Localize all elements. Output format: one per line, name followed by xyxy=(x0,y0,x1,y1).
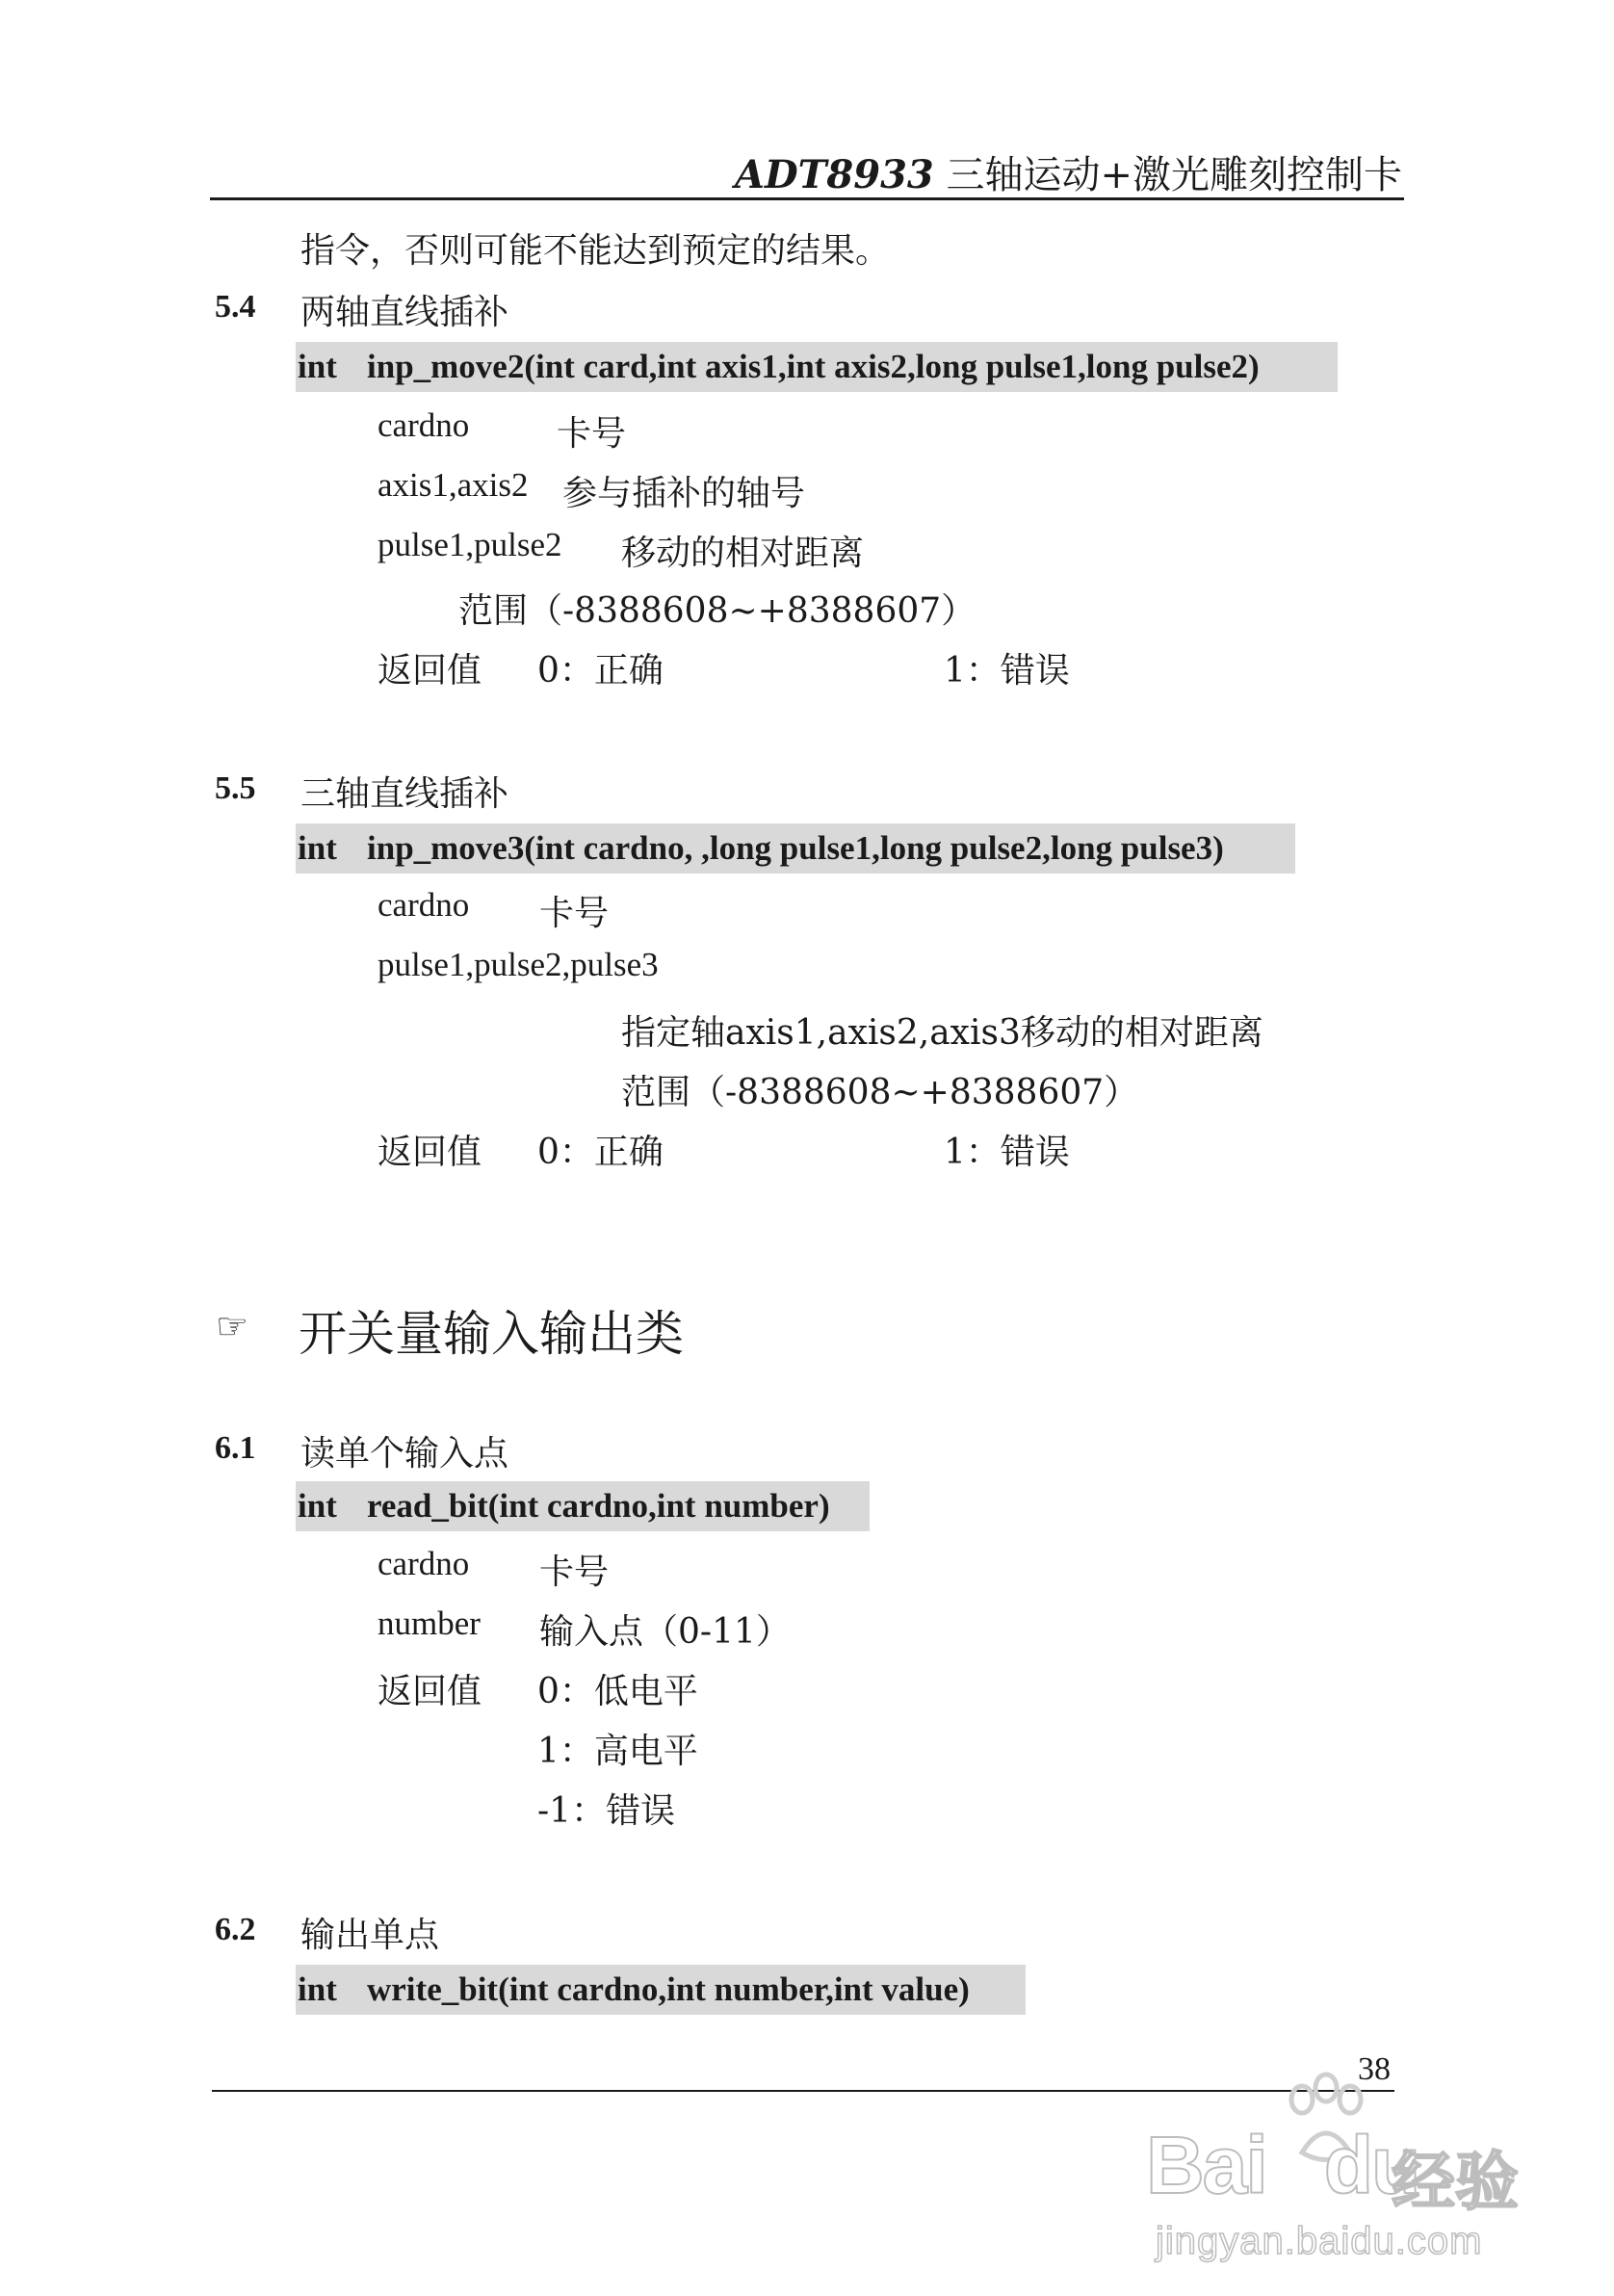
header-rule xyxy=(210,197,1404,200)
return-value-1: 1：错误 xyxy=(944,651,1070,691)
section-number-6-1: 6.1 xyxy=(215,1430,256,1466)
param-desc: 参与插补的轴号 xyxy=(562,474,806,513)
param-name: axis1,axis2 xyxy=(377,466,529,504)
param-desc: 卡号 xyxy=(539,894,610,933)
param-desc: 输入点（0-11） xyxy=(539,1612,791,1652)
function-signature-write-bit xyxy=(296,1965,1026,2015)
return-value-0: 0：正确 xyxy=(537,1133,664,1172)
pointing-hand-icon: ☞ xyxy=(216,1305,249,1347)
function-signature-read-bit xyxy=(296,1481,870,1531)
param-desc: 移动的相对距离 xyxy=(621,534,865,573)
intro-line: 指令，否则可能不能达到预定的结果。 xyxy=(300,231,891,271)
header-title-rest: 三轴运动+激光雕刻控制卡 xyxy=(933,153,1402,197)
return-value-1: 1：高电平 xyxy=(537,1732,698,1771)
param-name: number xyxy=(377,1605,481,1642)
return-type: int xyxy=(298,1970,337,2008)
function-signature-inp-move3 xyxy=(296,823,1295,874)
watermark-url: jingyan.baidu.com xyxy=(1156,2220,1483,2262)
section-title-5-5: 三轴直线插补 xyxy=(300,774,509,814)
return-type: int xyxy=(298,829,337,867)
return-type: int xyxy=(298,348,337,385)
page-header-title xyxy=(735,144,1402,199)
param-name: pulse1,pulse2,pulse3 xyxy=(377,946,659,983)
return-value-0: 0：低电平 xyxy=(537,1672,698,1711)
param-range: 范围（-8388608~+8388607） xyxy=(458,591,976,631)
return-label: 返回值 xyxy=(377,1672,482,1711)
watermark xyxy=(1146,2071,1531,2283)
header-model: ADT8933 xyxy=(734,152,934,197)
param-desc: 卡号 xyxy=(539,1552,610,1592)
signature-text: inp_move3(int cardno, ,long pulse1,long pulse2,long pulse3) xyxy=(367,829,1224,867)
param-name: cardno xyxy=(377,406,470,444)
section-title-5-4: 两轴直线插补 xyxy=(300,293,509,332)
section-number-5-4: 5.4 xyxy=(215,289,256,325)
param-name: cardno xyxy=(377,886,470,924)
watermark-cn: 经验 xyxy=(1392,2145,1519,2219)
signature-text: write_bit(int cardno,int number,int value) xyxy=(367,1970,970,2008)
return-value-error: -1：错误 xyxy=(537,1791,676,1831)
return-label: 返回值 xyxy=(377,1133,482,1172)
param-range: 范围（-8388608~+8388607） xyxy=(621,1073,1139,1112)
signature-text: read_bit(int cardno,int number) xyxy=(367,1487,830,1525)
category-title: 开关量输入输出类 xyxy=(299,1306,684,1362)
watermark-brand: Bai xyxy=(1146,2120,1266,2210)
param-name: cardno xyxy=(377,1545,470,1582)
param-desc: 指定轴axis1,axis2,axis3移动的相对距离 xyxy=(621,1013,1263,1053)
param-desc: 卡号 xyxy=(557,414,627,454)
param-name: pulse1,pulse2 xyxy=(377,526,562,563)
return-value-0: 0：正确 xyxy=(537,651,664,691)
section-number-6-2: 6.2 xyxy=(215,1912,256,1947)
return-type: int xyxy=(298,1487,337,1525)
signature-text: inp_move2(int card,int axis1,int axis2,long pulse1,long pulse2) xyxy=(367,348,1260,385)
page-number: 38 xyxy=(1358,2051,1391,2087)
return-label: 返回值 xyxy=(377,651,482,691)
section-title-6-1: 读单个输入点 xyxy=(300,1434,509,1474)
section-title-6-2: 输出单点 xyxy=(300,1916,440,1955)
function-signature-inp-move2 xyxy=(296,342,1338,392)
section-number-5-5: 5.5 xyxy=(215,770,256,806)
return-value-1: 1：错误 xyxy=(944,1133,1070,1172)
watermark-brand-2: du xyxy=(1323,2120,1419,2210)
